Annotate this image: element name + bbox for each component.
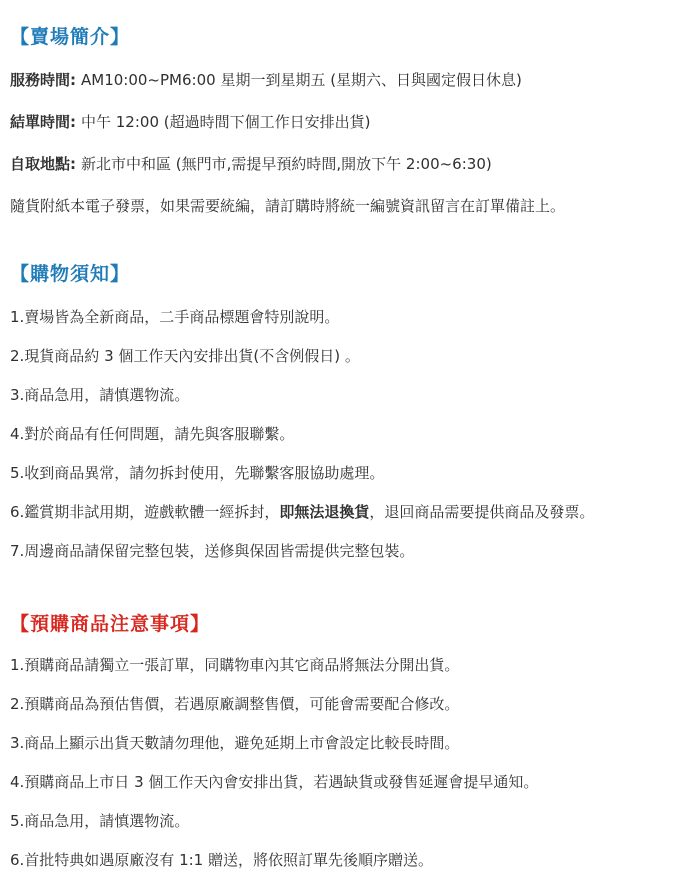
- shopping-note-6-emphasis: 即無法退換貨: [279, 503, 370, 521]
- shopping-note-2: 2.現貨商品約 3 個工作天內安排出貨(不含例假日) 。: [10, 347, 360, 365]
- pickup-location-line: [10, 154, 688, 175]
- store-intro-heading: 【賣場簡介】: [10, 26, 131, 48]
- preorder-note-3: 3.商品上顯示出貨天數請勿理他，避免延期上市會設定比較長時間。: [10, 734, 460, 752]
- shopping-notes-heading: 【購物須知】: [10, 263, 131, 285]
- section-store-intro: [10, 24, 688, 217]
- preorder-note-2: 2.預購商品為預估售價，若遇原廠調整售價，可能會需要配合修改。: [10, 695, 460, 713]
- order-cutoff-line: [10, 112, 688, 133]
- preorder-notes-heading: 【預購商品注意事項】: [10, 613, 211, 635]
- shopping-note-6-post: ，退回商品需要提供商品及發票。: [369, 503, 595, 521]
- pickup-location-value: 新北市中和區 (無門市,需提早預約時間,開放下午 2:00~6:30): [81, 155, 492, 173]
- shopping-note-5: 5.收到商品異常，請勿拆封使用，先聯繫客服協助處理。: [10, 464, 385, 482]
- pickup-location-label: 自取地點:: [10, 155, 76, 173]
- preorder-note-1: 1.預購商品請獨立一張訂單，同購物車內其它商品將無法分開出貨。: [10, 656, 460, 674]
- preorder-note-6: 6.首批特典如遇原廠沒有 1:1 贈送，將依照訂單先後順序贈送。: [10, 851, 433, 869]
- shopping-note-6-pre: 6.鑑賞期非試用期，遊戲軟體一經拆封，: [10, 503, 280, 521]
- service-hours-value: AM10:00~PM6:00 星期一到星期五 (星期六、日與國定假日休息): [81, 71, 522, 89]
- invoice-note: 隨貨附紙本電子發票，如果需要統編，請訂購時將統一編號資訊留言在訂單備註上。: [10, 197, 566, 215]
- section-preorder-notes: [10, 611, 688, 871]
- preorder-note-4: 4.預購商品上市日 3 個工作天內會安排出貨，若遇缺貨或發售延遲會提早通知。: [10, 773, 539, 791]
- section-shopping-notes: [10, 261, 688, 562]
- shopping-note-7: 7.周邊商品請保留完整包裝，送修與保固皆需提供完整包裝。: [10, 542, 415, 560]
- shopping-note-3: 3.商品急用，請慎選物流。: [10, 386, 190, 404]
- shopping-note-6: [10, 502, 688, 523]
- shopping-note-4: 4.對於商品有任何問題，請先與客服聯繫。: [10, 425, 295, 443]
- preorder-note-5: 5.商品急用，請慎選物流。: [10, 812, 190, 830]
- service-hours-line: [10, 70, 688, 91]
- service-hours-label: 服務時間:: [10, 71, 76, 89]
- shopping-note-1: 1.賣場皆為全新商品，二手商品標題會特別說明。: [10, 308, 340, 326]
- order-cutoff-label: 結單時間:: [10, 113, 76, 131]
- order-cutoff-value: 中午 12:00 (超過時間下個工作日安排出貨): [81, 113, 371, 131]
